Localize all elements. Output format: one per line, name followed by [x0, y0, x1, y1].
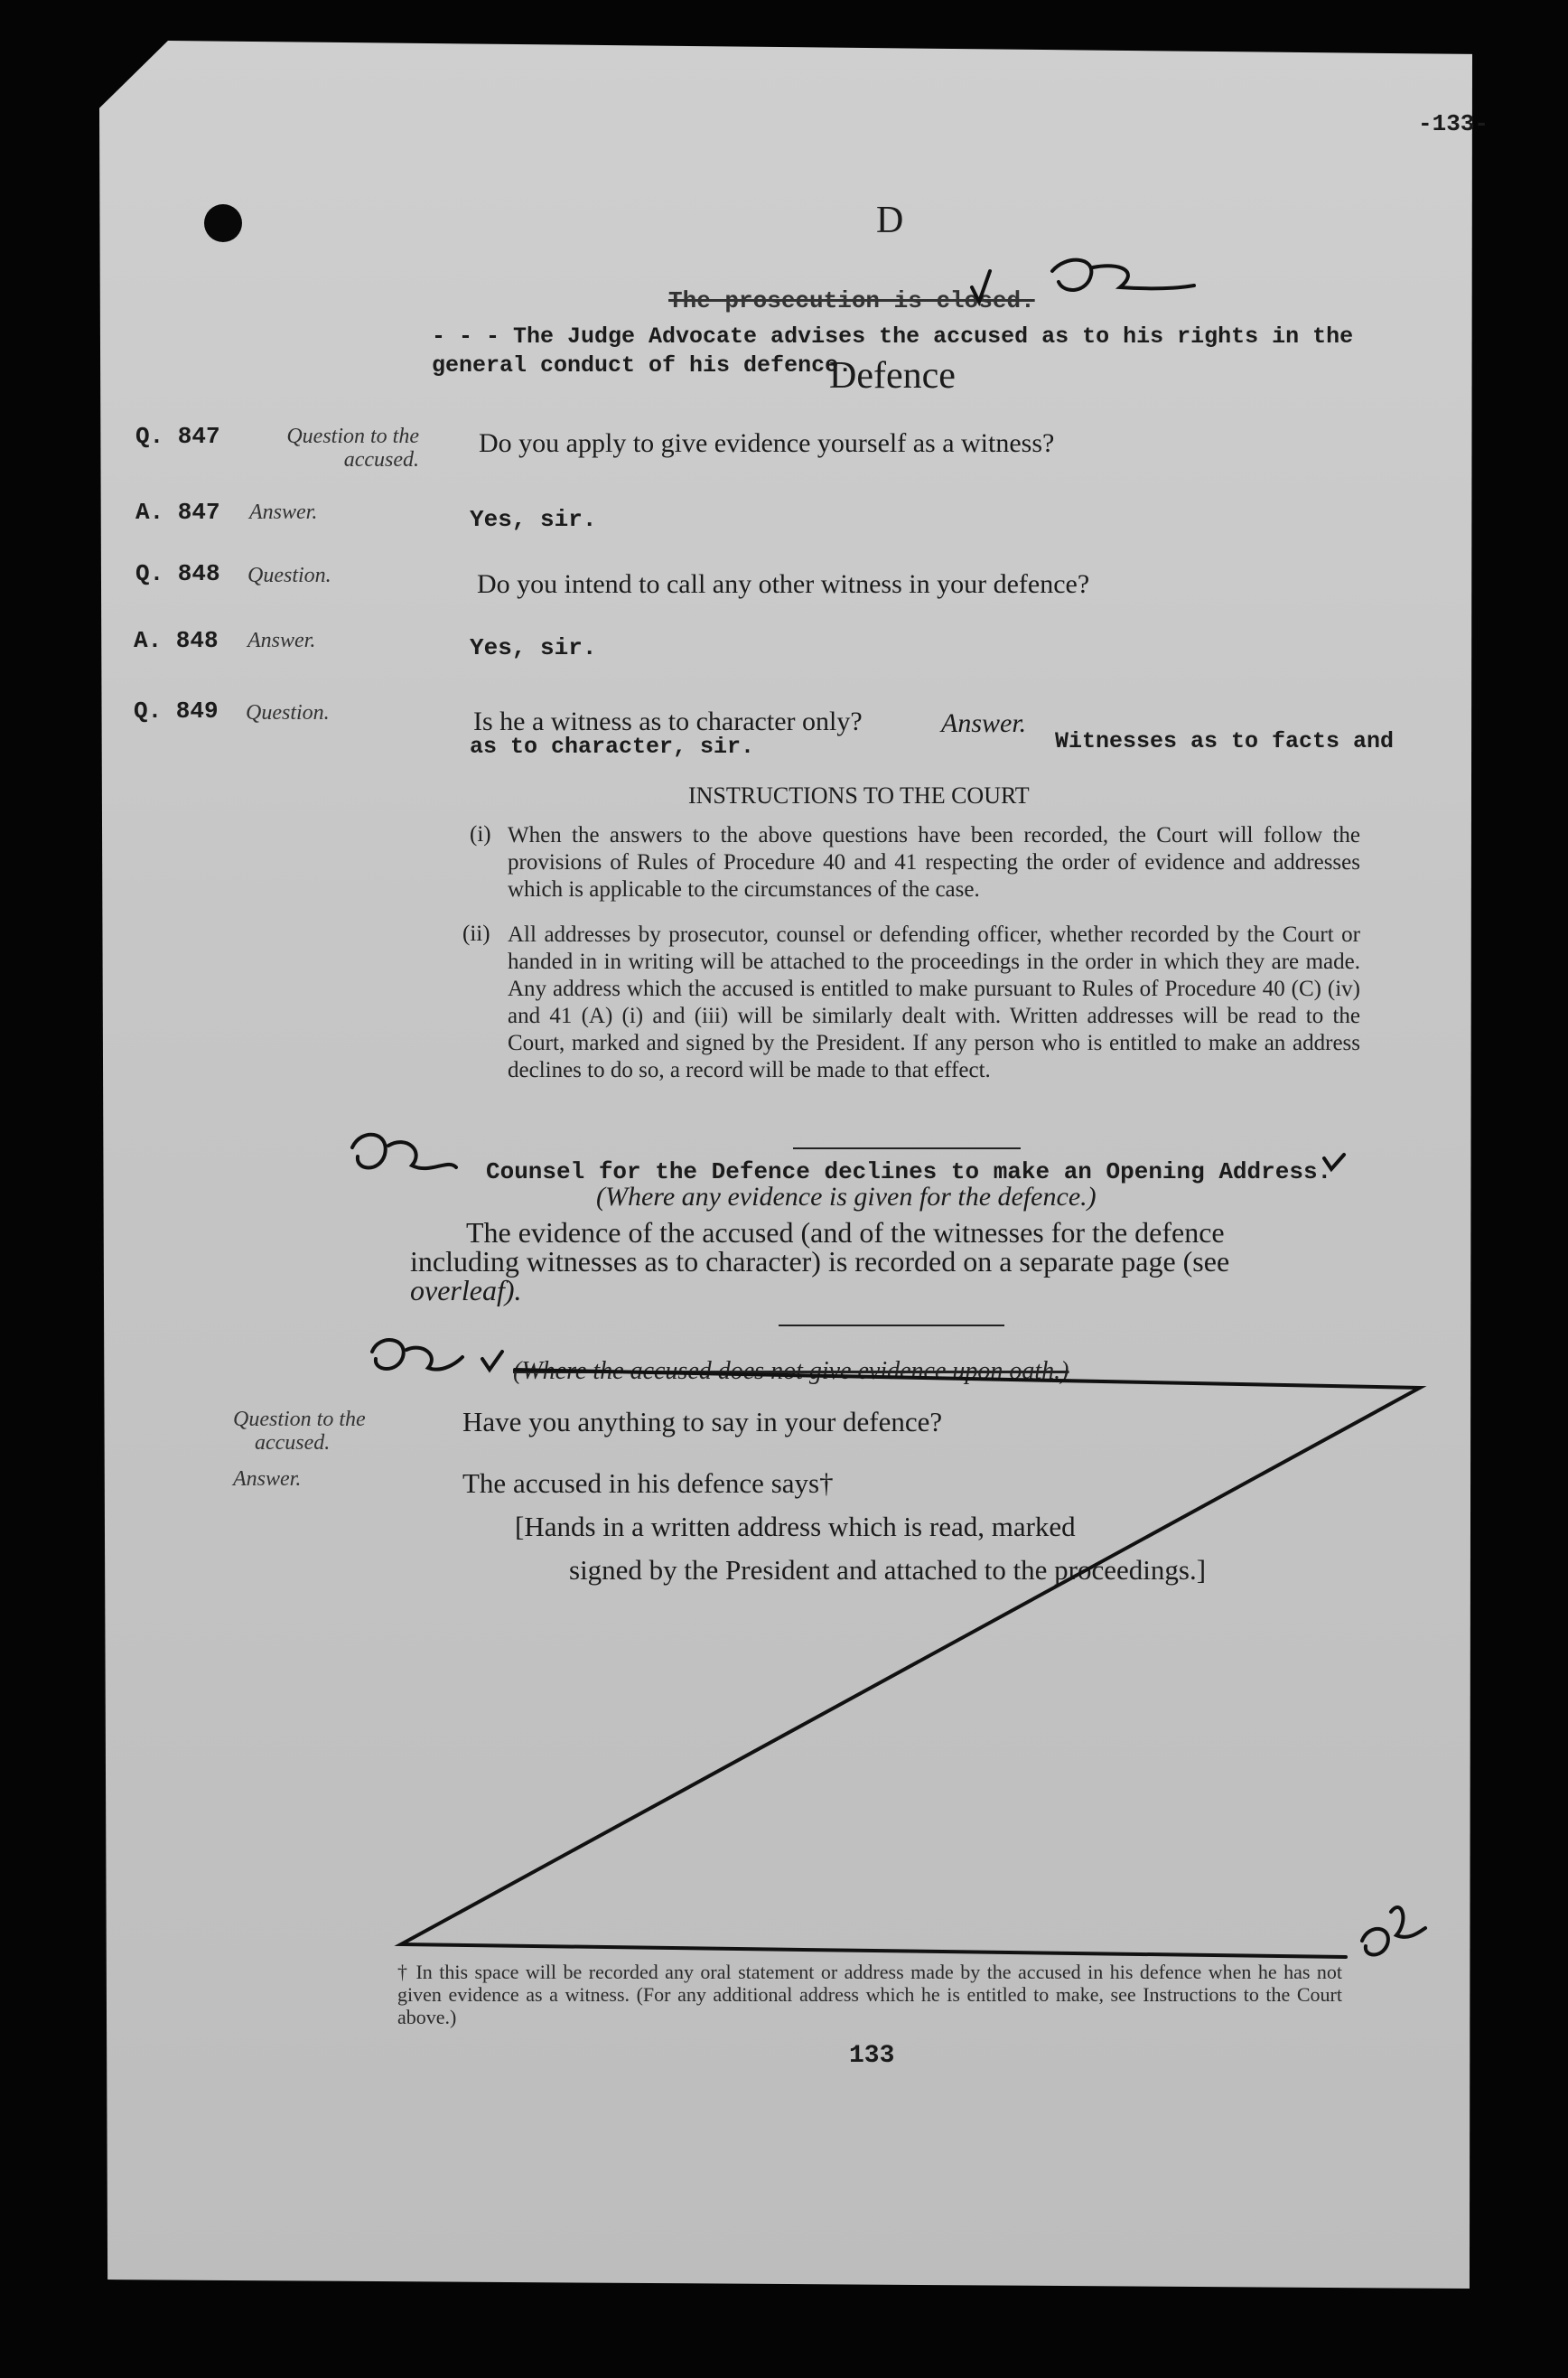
- q848-number: Q. 848: [135, 560, 220, 587]
- q848-text: Do you intend to call any other witness in your defence?: [477, 569, 1090, 599]
- footnote: † In this space will be recorded any oral statement or address made by the accused in his defence when he has not given evidence as a witness. (For any additional address which he is entitled to make, see Instructions to the Court above.): [397, 1961, 1342, 2028]
- q849-text: Is he a witness as to character only?: [473, 707, 863, 736]
- final-answer: The accused in his defence says†: [462, 1467, 834, 1499]
- defence-heading: Defence: [829, 355, 956, 397]
- judge-advocate-line-1: - - - The Judge Advocate advises the accused as to his rights in the: [432, 323, 1354, 350]
- where-no-oath-struck: (Where the accused does not give evidence upon oath.): [513, 1357, 1069, 1385]
- tick-mark-oath: [482, 1352, 502, 1370]
- a847-label: Answer.: [249, 501, 318, 524]
- page-number: -133-: [1418, 110, 1489, 137]
- final-question-label-2: accused.: [255, 1431, 331, 1455]
- bottom-page-mark: 133: [849, 2042, 895, 2070]
- a848-number: A. 848: [134, 627, 219, 654]
- initials-mark-counsel: [352, 1135, 456, 1168]
- where-evidence-given: (Where any evidence is given for the defence.): [596, 1182, 1097, 1212]
- written-address-line-1: [Hands in a written address which is read, marked: [515, 1511, 1076, 1542]
- tick-mark-counsel: [1324, 1155, 1344, 1169]
- initials-mark-top: [1052, 260, 1194, 290]
- initials-mark-bottom: [1362, 1907, 1425, 1955]
- instruction-i-number: (i): [470, 822, 491, 847]
- initials-mark-oath: [372, 1340, 462, 1370]
- judge-advocate-line-2: general conduct of his defence.: [432, 352, 853, 379]
- q847-text: Do you apply to give evidence yourself as a witness?: [479, 428, 1055, 458]
- q849-answer-label: Answer.: [941, 708, 1027, 738]
- instruction-ii-text: All addresses by prosecutor, counsel or defending officer, whether recorded by the Court or handed in in writing will be attached to the proceedings in the order in which they are made. Any address which the accused is entitled to make pursuant to Rules of Procedure 40 (C) (iv) and 41 (A) (i) and (iii) will be similarly dealt with. Written addresses will be read to the Court, marked and signed by the President. If any person who is entitled to make an address declines to do so, a record will be made to that effect.: [508, 922, 1360, 1082]
- q847-number: Q. 847: [135, 423, 220, 450]
- instruction-ii-number: (ii): [462, 922, 490, 946]
- q847-label: Question to the accused.: [286, 425, 419, 472]
- evidence-para-line-3: overleaf).: [410, 1274, 522, 1306]
- a847-text: Yes, sir.: [470, 506, 597, 533]
- counsel-declines: Counsel for the Defence declines to make an Opening Address.: [486, 1158, 1332, 1185]
- instructions-heading: INSTRUCTIONS TO THE COURT: [688, 782, 1030, 809]
- final-question-label-1: Question to the: [233, 1408, 366, 1431]
- cancel-z-rule: [401, 1370, 1420, 1957]
- a848-label: Answer.: [247, 629, 316, 652]
- q849-number: Q. 849: [134, 697, 219, 725]
- q849-label: Question.: [246, 701, 330, 725]
- evidence-para-line-1: The evidence of the accused (and of the witnesses for the defence: [466, 1216, 1225, 1249]
- q849-answer-line-1: Witnesses as to facts and: [1055, 728, 1395, 754]
- q849-answer-line-2: as to character, sir.: [470, 734, 755, 760]
- section-letter: D: [876, 200, 904, 241]
- prosecution-closed-struck: The prosecution is closed.: [668, 287, 1035, 314]
- a847-number: A. 847: [135, 499, 220, 526]
- evidence-para-line-2: including witnesses as to character) is recorded on a separate page (see: [410, 1245, 1230, 1278]
- final-question: Have you anything to say in your defence?: [462, 1406, 943, 1437]
- a848-text: Yes, sir.: [470, 634, 597, 661]
- tick-mark-top: [972, 271, 990, 302]
- final-answer-label: Answer.: [233, 1467, 302, 1491]
- q848-label: Question.: [247, 564, 331, 587]
- written-address-line-2: signed by the President and attached to the proceedings.]: [569, 1554, 1207, 1586]
- instruction-i-text: When the answers to the above questions have been recorded, the Court will follow the provisions of Rules of Procedure 40 and 41 respecting the order of evidence and addresses which is applicable to the circumstances of the case.: [508, 823, 1360, 902]
